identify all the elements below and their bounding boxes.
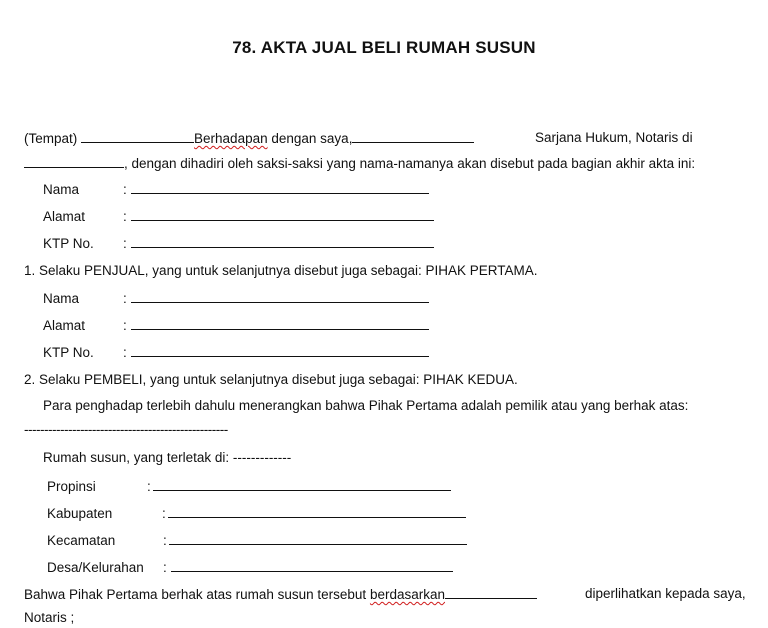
kabupaten-blank[interactable]	[168, 505, 466, 518]
dash-line: ---------------------------------------------------	[24, 422, 228, 437]
field-alamat-1	[43, 208, 434, 224]
propinsi-blank[interactable]	[153, 478, 451, 491]
colon: :	[123, 209, 127, 224]
field-propinsi	[47, 478, 451, 494]
alamat-label: Alamat	[43, 209, 86, 224]
nama-label: Nama	[43, 182, 80, 197]
field-ktp-1	[43, 235, 434, 251]
kabupaten-label: Kabupaten	[47, 506, 113, 521]
ktp-label: KTP No.	[43, 236, 94, 251]
tempat-blank[interactable]	[81, 130, 194, 143]
intro-line-2-text: , dengan dihadiri oleh saksi-saksi yang nama-namanya akan disebut pada bagian akhir akta ini:	[124, 156, 696, 171]
penjual-text: 1. Selaku PENJUAL, yang untuk selanjutnya disebut juga sebagai: PIHAK PERTAMA.	[24, 263, 538, 278]
berhadapan-text: Berhadapan	[194, 131, 268, 146]
bahwa-line	[24, 586, 537, 602]
colon: :	[163, 560, 167, 575]
notaris-name-blank[interactable]	[352, 130, 474, 143]
propinsi-label: Propinsi	[47, 479, 96, 494]
dasar-blank[interactable]	[445, 586, 537, 599]
notaris-text: Notaris ;	[24, 610, 75, 625]
kecamatan-blank[interactable]	[169, 532, 467, 545]
field-alamat-2	[43, 317, 429, 333]
ktp-label: KTP No.	[43, 345, 94, 360]
desa-label: Desa/Kelurahan	[47, 560, 144, 575]
pembeli-text: 2. Selaku PEMBELI, yang untuk selanjutnya disebut juga sebagai: PIHAK KEDUA.	[24, 372, 518, 387]
dengan-saya-text: dengan saya,	[271, 131, 353, 146]
colon: :	[123, 236, 127, 251]
alamat-blank[interactable]	[131, 208, 434, 221]
colon: :	[123, 291, 127, 306]
nama-blank[interactable]	[131, 290, 429, 303]
field-kabupaten	[47, 505, 466, 521]
colon: :	[147, 479, 151, 494]
desa-blank[interactable]	[171, 559, 453, 572]
colon: :	[163, 533, 167, 548]
kecamatan-label: Kecamatan	[47, 533, 116, 548]
nama-blank[interactable]	[131, 181, 429, 194]
kota-blank[interactable]	[24, 155, 124, 168]
colon: :	[123, 182, 127, 197]
colon: :	[123, 318, 127, 333]
bahwa-text: Bahwa Pihak Pertama berhak atas rumah susun tersebut	[24, 587, 367, 602]
field-desa	[47, 559, 453, 575]
field-nama-1	[43, 181, 429, 197]
nama-label: Nama	[43, 291, 80, 306]
ktp-blank[interactable]	[131, 235, 434, 248]
colon: :	[162, 506, 166, 521]
field-kecamatan	[47, 532, 467, 548]
diperlihatkan-text: diperlihatkan kepada saya,	[585, 586, 746, 601]
rumah-text: Rumah susun, yang terletak di: -------------	[43, 450, 292, 465]
ktp-blank[interactable]	[131, 344, 429, 357]
intro-line-1	[24, 130, 474, 146]
colon: :	[123, 345, 127, 360]
tempat-text: (Tempat)	[24, 131, 78, 146]
alamat-blank[interactable]	[131, 317, 429, 330]
sarjana-text: Sarjana Hukum, Notaris di	[535, 130, 693, 145]
field-nama-2	[43, 290, 429, 306]
document-title: 78. AKTA JUAL BELI RUMAH SUSUN	[232, 38, 536, 57]
intro-line-2	[24, 155, 695, 171]
field-ktp-2	[43, 344, 429, 360]
alamat-label: Alamat	[43, 318, 86, 333]
berdasarkan-text: berdasarkan	[369, 587, 446, 602]
para-text: Para penghadap terlebih dahulu menerangkan bahwa Pihak Pertama adalah pemilik atau yang berhak atas:	[43, 398, 689, 413]
